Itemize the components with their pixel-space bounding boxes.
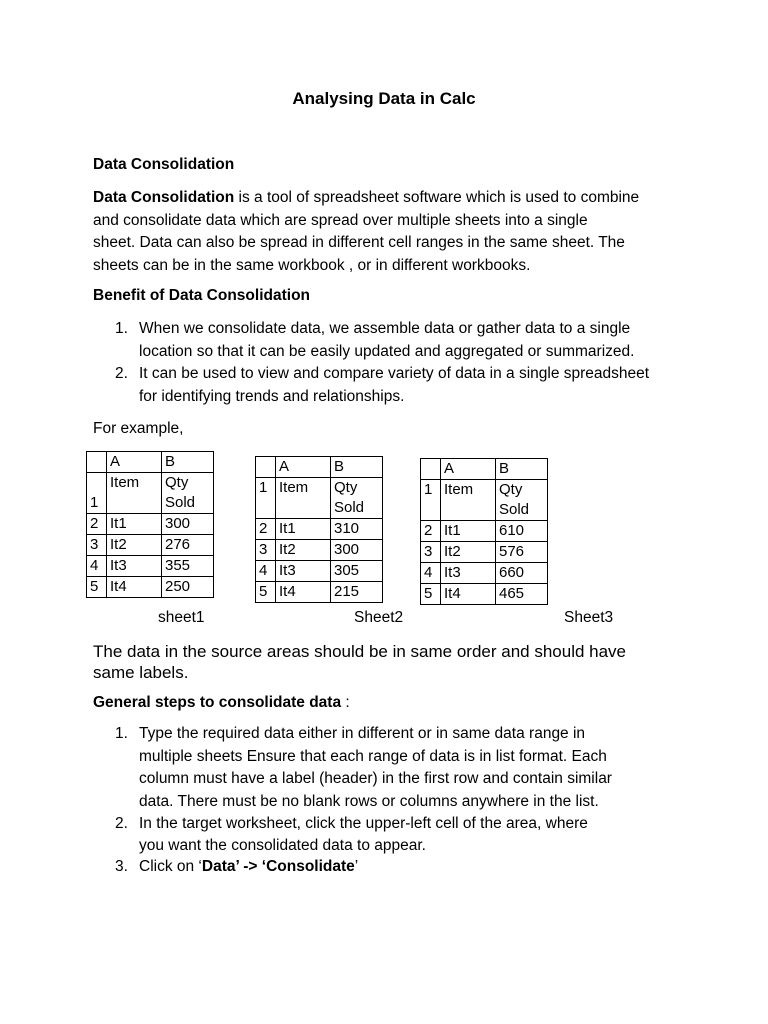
table-cell [162, 473, 214, 514]
cell-line: Qty [334, 479, 358, 496]
table-cell [256, 457, 276, 478]
note-line: same labels. [93, 663, 189, 682]
table-row [87, 514, 214, 535]
table-cell: 5 [256, 582, 276, 603]
table-cell: 3 [87, 535, 107, 556]
paragraph-line [93, 187, 693, 210]
list-item [93, 856, 693, 879]
benefits-list [93, 318, 693, 408]
table-cell: 4 [256, 561, 276, 582]
table-cell: A [441, 459, 496, 480]
steps-list [93, 723, 693, 879]
table-cell: Item [107, 473, 162, 514]
table-cell: 576 [496, 542, 548, 563]
table-cell: Item [441, 480, 496, 521]
table-row [421, 542, 548, 563]
table-cell: 1 [421, 480, 441, 521]
table-cell: 1 [256, 478, 276, 519]
table-cell: 2 [256, 519, 276, 540]
section-heading-benefits: Benefit of Data Consolidation [93, 287, 310, 304]
list-number: 1. [115, 725, 128, 742]
list-item [93, 318, 693, 363]
list-number: 3. [115, 858, 128, 875]
example-label: For example, [93, 420, 184, 437]
sheet2-caption: Sheet2 [354, 609, 404, 626]
table-cell: 305 [331, 561, 383, 582]
table-row [421, 563, 548, 584]
list-item [93, 723, 693, 813]
list-line: column must have a label (header) in the first row and contain similar [139, 770, 612, 787]
table-cell: 3 [256, 540, 276, 561]
list-item [93, 813, 693, 856]
table-cell [331, 478, 383, 519]
list-line: In the target worksheet, click the upper-left cell of the area, where [139, 815, 588, 832]
table-cell: 610 [496, 521, 548, 542]
table-row [256, 519, 383, 540]
table-cell: 276 [162, 535, 214, 556]
table-cell: It2 [441, 542, 496, 563]
table-cell [421, 459, 441, 480]
paragraph-text: is a tool of spreadsheet software which is used to combine [234, 189, 640, 206]
list-line: you want the consolidated data to appear. [139, 836, 426, 854]
sheet1-table [86, 451, 214, 598]
list-number: 1. [115, 320, 128, 337]
table-cell: 1 [87, 473, 107, 514]
list-number: 2. [115, 365, 128, 382]
table-cell: It3 [107, 556, 162, 577]
table-cell: It4 [107, 577, 162, 598]
table-cell: 250 [162, 577, 214, 598]
list-line: Type the required data either in different or in same data range in [139, 725, 586, 742]
cell-line: Qty [165, 474, 189, 491]
table-row [87, 577, 214, 598]
section-heading-consolidation: Data Consolidation [93, 156, 235, 173]
table-cell: It3 [441, 563, 496, 584]
table-cell: It4 [441, 584, 496, 605]
list-line: location so that it can be easily updated and aggregated or summarized. [139, 342, 635, 360]
menu-path: Data’ -> ‘Consolidate [201, 858, 355, 875]
list-line: When we consolidate data, we assemble data or gather data to a single [139, 320, 631, 337]
table-cell: A [107, 452, 162, 473]
table-cell: It3 [276, 561, 331, 582]
list-line [139, 856, 693, 879]
paragraph-line: sheet. Data can also be spread in different cell ranges in the same sheet. The [93, 234, 625, 251]
sheet1-caption: sheet1 [158, 609, 205, 626]
table-cell: 5 [421, 584, 441, 605]
table-row [421, 480, 548, 521]
table-cell [496, 480, 548, 521]
steps-heading-suffix: : [341, 694, 350, 711]
table-cell: It4 [276, 582, 331, 603]
table-row [421, 584, 548, 605]
table-cell: 355 [162, 556, 214, 577]
table-cell: It1 [441, 521, 496, 542]
note-line: The data in the source areas should be in same order and should have [93, 642, 627, 661]
section-heading-steps [93, 694, 350, 712]
steps-heading-bold: General steps to consolidate data [93, 694, 342, 711]
table-cell: 465 [496, 584, 548, 605]
step-text: Click on ‘ [139, 858, 202, 875]
table-header-row [256, 457, 383, 478]
list-line: It can be used to view and compare variety of data in a single spreadsheet [139, 365, 650, 382]
table-row [87, 473, 214, 514]
table-row [421, 521, 548, 542]
paragraph-line: and consolidate data which are spread over multiple sheets into a single [93, 211, 588, 229]
table-cell: 2 [421, 521, 441, 542]
table-cell: 310 [331, 519, 383, 540]
list-line: data. There must be no blank rows or columns anywhere in the list. [139, 792, 599, 810]
sheet2-table [255, 456, 383, 603]
table-header-row [421, 459, 548, 480]
table-cell: 300 [331, 540, 383, 561]
list-line: for identifying trends and relationships. [139, 387, 405, 405]
table-row [87, 535, 214, 556]
table-cell [87, 452, 107, 473]
table-cell: 4 [421, 563, 441, 584]
consolidation-paragraph [93, 187, 693, 277]
paragraph-line: sheets can be in the same workbook , or in different workbooks. [93, 256, 531, 274]
cell-line: Sold [499, 501, 530, 518]
list-item [93, 363, 693, 408]
sheet3-table [420, 458, 548, 605]
table-cell: Item [276, 478, 331, 519]
table-cell: B [496, 459, 548, 480]
table-row [256, 582, 383, 603]
cell-line: Sold [334, 499, 365, 516]
table-row [256, 478, 383, 519]
table-row [87, 556, 214, 577]
table-cell: 300 [162, 514, 214, 535]
bold-term: Data Consolidation [93, 189, 235, 206]
table-cell: B [162, 452, 214, 473]
list-number: 2. [115, 815, 128, 832]
cell-line: Qty [499, 481, 523, 498]
table-row [256, 561, 383, 582]
table-cell: It1 [276, 519, 331, 540]
table-cell: 215 [331, 582, 383, 603]
table-row [256, 540, 383, 561]
sheet3-caption: Sheet3 [564, 609, 614, 626]
list-line: multiple sheets Ensure that each range of data is in list format. Each [139, 747, 607, 765]
table-cell: It1 [107, 514, 162, 535]
table-cell: A [276, 457, 331, 478]
table-cell: 660 [496, 563, 548, 584]
cell-line: Sold [165, 494, 196, 511]
table-cell: 2 [87, 514, 107, 535]
table-cell: 4 [87, 556, 107, 577]
table-cell: B [331, 457, 383, 478]
page-title: Analysing Data in Calc [292, 89, 476, 108]
table-cell: It2 [276, 540, 331, 561]
step-text: ’ [354, 858, 359, 875]
table-cell: 5 [87, 577, 107, 598]
table-cell: It2 [107, 535, 162, 556]
table-header-row [87, 452, 214, 473]
source-order-note [93, 641, 693, 683]
table-cell: 3 [421, 542, 441, 563]
